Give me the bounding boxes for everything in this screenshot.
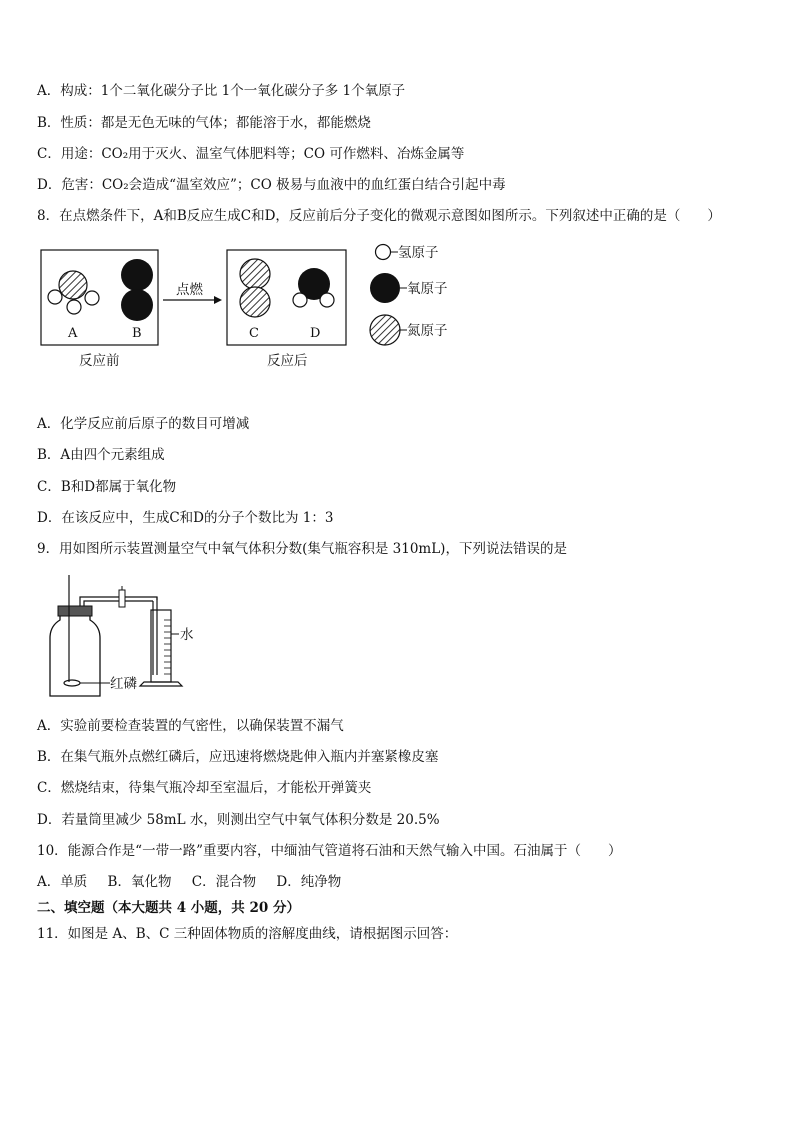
q10-option-b: B．氧化物 <box>107 874 172 890</box>
phosphorus-label: 红磷 <box>110 676 137 692</box>
q9-option-d: D．若量筒里减少 58mL 水，则测出空气中氧气体积分数是 20.5% <box>37 812 440 828</box>
q10-stem: 10．能源合作是“一带一路”重要内容，中缅油气管道将石油和天然气输入中国。石油属于（ ） <box>37 843 622 859</box>
q8-option-a: A．化学反应前后原子的数目可增减 <box>37 416 250 432</box>
q8-reaction-diagram <box>36 240 476 375</box>
label-b: B <box>132 326 142 341</box>
legend-hydrogen <box>376 245 439 262</box>
q8-option-b: B．A由四个元素组成 <box>37 447 165 463</box>
rubber-stopper <box>58 606 92 616</box>
svg-text:氧原子: 氧原子 <box>407 281 448 297</box>
molecule-b <box>121 259 153 321</box>
svg-text:氮原子: 氮原子 <box>407 323 448 339</box>
gas-bottle <box>50 614 100 696</box>
q7-option-c: C．用途：CO₂用于灭火、温室气体肥料等；CO 可作燃料、冶炼金属等 <box>37 146 465 162</box>
q8-option-d: D．在该反应中，生成C和D的分子个数比为 1：3 <box>37 510 334 526</box>
svg-text:氢原子: 氢原子 <box>398 245 439 261</box>
q9-option-c: C．燃烧结束，待集气瓶冷却至室温后，才能松开弹簧夹 <box>37 780 372 796</box>
q10-option-d: D．纯净物 <box>276 874 342 890</box>
molecule-a <box>48 271 99 314</box>
legend-oxygen <box>370 273 448 303</box>
label-a: A <box>68 326 78 341</box>
q7-option-d: D．危害：CO₂会造成“温室效应”；CO 极易与血液中的血红蛋白结合引起中毒 <box>37 177 506 193</box>
q10-option-a: A．单质 <box>37 874 88 890</box>
q9-stem: 9．用如图所示装置测量空气中氧气体积分数(集气瓶容积是 310mL)，下列说法错误的是 <box>37 541 567 557</box>
q9-apparatus-diagram <box>44 570 214 705</box>
q10-option-c: C．混合物 <box>191 874 257 890</box>
q9-option-b: B．在集气瓶外点燃红磷后，应迅速将燃烧匙伸入瓶内并塞紧橡皮塞 <box>37 749 439 765</box>
q9-option-a: A．实验前要检查装置的气密性，以确保装置不漏气 <box>37 718 344 734</box>
legend-nitrogen <box>370 315 448 345</box>
q7-option-a: A．构成：1个二氧化碳分子比 1个一氧化碳分子多 1个氧原子 <box>37 83 406 99</box>
after-caption: 反应后 <box>267 353 308 369</box>
q11-stem: 11．如图是 A、B、C 三种固体物质的溶解度曲线，请根据图示回答： <box>37 926 458 942</box>
water-label: 水 <box>180 627 194 643</box>
measuring-cylinder <box>151 610 171 682</box>
label-c: C <box>249 326 259 341</box>
label-d: D <box>310 326 321 341</box>
molecule-c <box>240 259 270 317</box>
molecule-d <box>293 268 334 307</box>
spring-clamp <box>119 590 125 607</box>
q8-stem: 8．在点燃条件下，A和B反应生成C和D，反应前后分子变化的微观示意图如图所示。下列叙述中正确的是（ ） <box>37 208 721 224</box>
q10-options <box>37 873 357 891</box>
q8-option-c: C．B和D都属于氧化物 <box>37 479 177 495</box>
q7-option-b: B．性质：都是无色无味的气体；都能溶于水，都能燃烧 <box>37 115 371 131</box>
before-caption: 反应前 <box>79 353 120 369</box>
section-title: 二、填空题（本大题共 4 小题，共 20 分） <box>37 900 300 916</box>
arrow-label: 点燃 <box>176 282 203 298</box>
